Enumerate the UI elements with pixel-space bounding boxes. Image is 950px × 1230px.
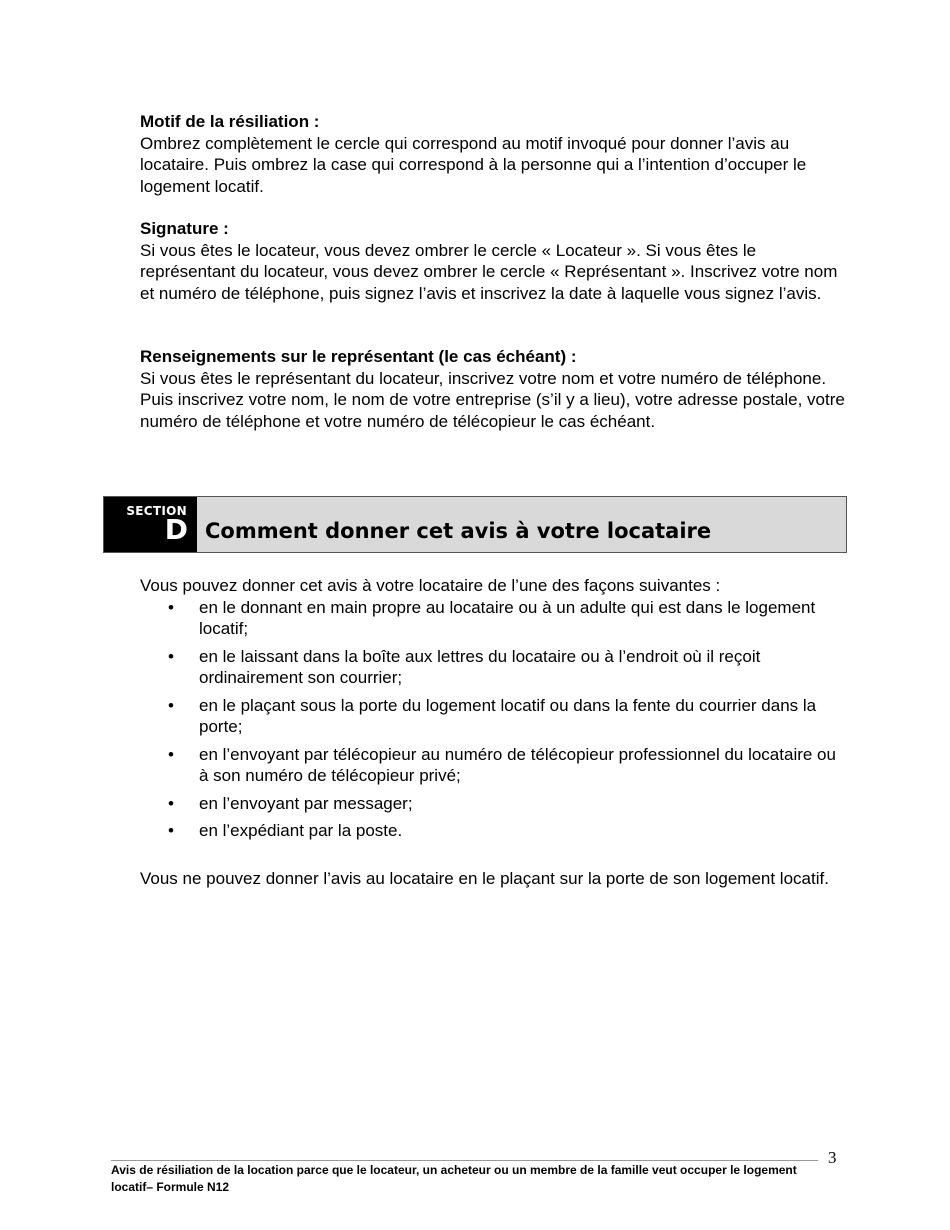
list-item-text: en l’expédiant par la poste. [199, 821, 403, 840]
section-word: SECTION [126, 504, 187, 518]
delivery-methods-block [140, 575, 845, 848]
delivery-note: Vous ne pouvez donner l’avis au locataire en le plaçant sur la porte de son logement locatif. [140, 869, 829, 888]
list-item-text: en le plaçant sous la porte du logement locatif ou dans la fente du courrier dans la porte; [199, 695, 817, 736]
bullet-icon: • [168, 744, 174, 764]
signature-block [140, 218, 845, 304]
bullet-icon: • [168, 695, 174, 715]
motif-heading: Motif de la résiliation : [140, 112, 320, 131]
section-title: Comment donner cet avis à votre locataire [205, 519, 712, 543]
list-item [140, 646, 845, 689]
motif-body: Ombrez complètement le cercle qui correspond au motif invoqué pour donner l’avis au locataire. Puis ombrez la case qui correspond à la personne qui a l’intention d’occuper le logement locatif. [140, 133, 807, 196]
representative-block [140, 346, 845, 432]
bullet-icon: • [168, 821, 174, 840]
list-item-text: en l’envoyant par télécopieur au numéro de télécopieur professionnel du locataire ou à son numéro de télécopieur privé; [199, 744, 836, 785]
signature-body: Si vous êtes le locateur, vous devez ombrer le cercle « Locateur ». Si vous êtes le représentant du locateur, vous devez ombrer le cercle « Représentant ». Inscrivez votre nom et numéro de téléphone, puis signez l’avis et inscrivez la date à laquelle vous signez l’avis. [140, 240, 838, 303]
bullet-icon: • [168, 646, 174, 666]
delivery-note-block [140, 868, 845, 890]
footer-form-title: Avis de résiliation de la location parce que le locateur, un acheteur ou un membre de la famille veut occuper le logement locatif– Formule N12 [111, 1163, 797, 1194]
representative-heading: Renseignements sur le représentant (le cas échéant) : [140, 347, 577, 366]
representative-body: Si vous êtes le représentant du locateur, inscrivez votre nom et votre numéro de téléphone. Puis inscrivez votre nom, le nom de votre entreprise (s’il y a lieu), votre adresse postale, votre numéro de téléphone et votre numéro de télécopieur le cas échéant. [140, 368, 845, 431]
list-item [140, 793, 845, 815]
delivery-intro: Vous pouvez donner cet avis à votre locataire de l’une des façons suivantes : [140, 576, 721, 595]
motif-block [140, 111, 845, 197]
list-item [140, 695, 845, 738]
section-tag [104, 497, 197, 552]
list-item [140, 820, 845, 842]
list-item-text: en le laissant dans la boîte aux lettres du locataire ou à l’endroit où il reçoit ordinairement son courrier; [199, 646, 761, 687]
signature-heading: Signature : [140, 219, 229, 238]
footer-divider [111, 1160, 818, 1161]
list-item [140, 744, 845, 787]
page-number: 3 [828, 1148, 837, 1167]
list-item-text: en le donnant en main propre au locataire ou à un adulte qui est dans le logement locatif; [199, 597, 816, 638]
section-letter: D [164, 513, 188, 546]
bullet-icon: • [168, 597, 174, 617]
delivery-methods-list [140, 597, 845, 842]
list-item [140, 597, 845, 640]
list-item-text: en l’envoyant par messager; [199, 793, 413, 813]
bullet-icon: • [168, 793, 174, 813]
section-d-header [103, 496, 847, 553]
